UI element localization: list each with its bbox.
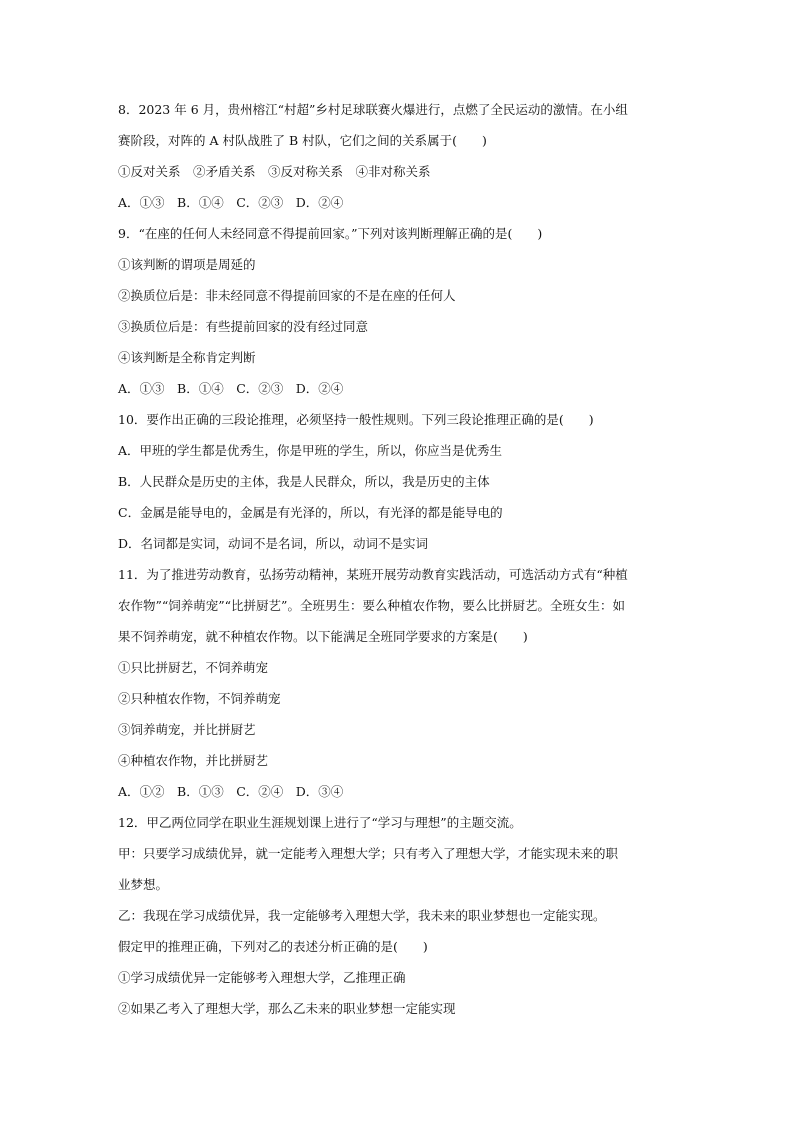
question-8-stem-line-2: 赛阶段，对阵的 A 村队战胜了 B 村队，它们之间的关系属于( ): [118, 133, 487, 148]
question-9-option-3: ③换质位后是：有些提前回家的没有经过同意: [118, 319, 369, 334]
question-9-option-2: ②换质位后是：非未经同意不得提前回家的不是在座的任何人: [118, 288, 456, 303]
question-11-option-4: ④种植农作物，并比拼厨艺: [118, 753, 269, 768]
question-10-stem: 10．要作出正确的三段论推理，必须坚持一般性规则。下列三段论推理正确的是( ): [118, 412, 594, 427]
question-12-stem-line-1: 12．甲乙两位同学在职业生涯规划课上进行了“学习与理想”的主题交流。: [118, 815, 522, 830]
question-12-stem-line-2: 甲：只要学习成绩优异，就一定能考入理想大学；只有考入了理想大学，才能实现未来的职: [118, 846, 619, 861]
question-11-answer-choices: A．①② B．①③ C．②④ D．③④: [118, 784, 344, 799]
question-11-stem-line-3: 果不饲养萌宠，就不种植农作物。以下能满足全班同学要求的方案是( ): [118, 629, 528, 644]
question-11-stem-line-2: 农作物”“饲养萌宠”“比拼厨艺”。全班男生：要么种植农作物，要么比拼厨艺。全班女生：如: [118, 598, 625, 613]
question-9-stem: 9．“在座的任何人未经同意不得提前回家。”下列对该判断理解正确的是( ): [118, 226, 543, 241]
question-8-answer-choices: A．①③ B．①④ C．②③ D．②④: [118, 195, 344, 210]
question-10-option-a: A．甲班的学生都是优秀生，你是甲班的学生，所以，你应当是优秀生: [118, 443, 503, 458]
question-9-option-1: ①该判断的谓项是周延的: [118, 257, 256, 272]
question-12-option-2: ②如果乙考入了理想大学，那么乙未来的职业梦想一定能实现: [118, 1001, 456, 1016]
question-11-option-1: ①只比拼厨艺，不饲养萌宠: [118, 660, 269, 675]
question-12-stem-line-4: 乙：我现在学习成绩优异，我一定能够考入理想大学，我未来的职业梦想也一定能实现。: [118, 908, 606, 923]
question-9-answer-choices: A．①③ B．①④ C．②③ D．②④: [118, 381, 344, 396]
question-8-options: ①反对关系 ②矛盾关系 ③反对称关系 ④非对称关系: [118, 164, 431, 179]
question-9-option-4: ④该判断是全称肯定判断: [118, 350, 256, 365]
question-11-option-3: ③饲养萌宠，并比拼厨艺: [118, 722, 256, 737]
question-12-option-1: ①学习成绩优异一定能够考入理想大学，乙推理正确: [118, 970, 406, 985]
question-10-option-b: B．人民群众是历史的主体，我是人民群众，所以，我是历史的主体: [118, 474, 490, 489]
question-10-option-d: D．名词都是实词，动词不是名词，所以，动词不是实词: [118, 536, 429, 551]
question-10-option-c: C．金属是能导电的，金属是有光泽的，所以，有光泽的都是能导电的: [118, 505, 503, 520]
question-12-stem-line-5: 假定甲的推理正确，下列对乙的表述分析正确的是( ): [118, 939, 428, 954]
question-8-stem-line-1: 8．2023 年 6 月，贵州榕江“村超”乡村足球联赛火爆进行，点燃了全民运动的激情。在小组: [118, 102, 628, 117]
question-12-stem-line-3: 业梦想。: [118, 877, 169, 892]
question-11-option-2: ②只种植农作物，不饲养萌宠: [118, 691, 281, 706]
question-11-stem-line-1: 11．为了推进劳动教育，弘扬劳动精神，某班开展劳动教育实践活动，可选活动方式有“种植: [118, 567, 628, 582]
